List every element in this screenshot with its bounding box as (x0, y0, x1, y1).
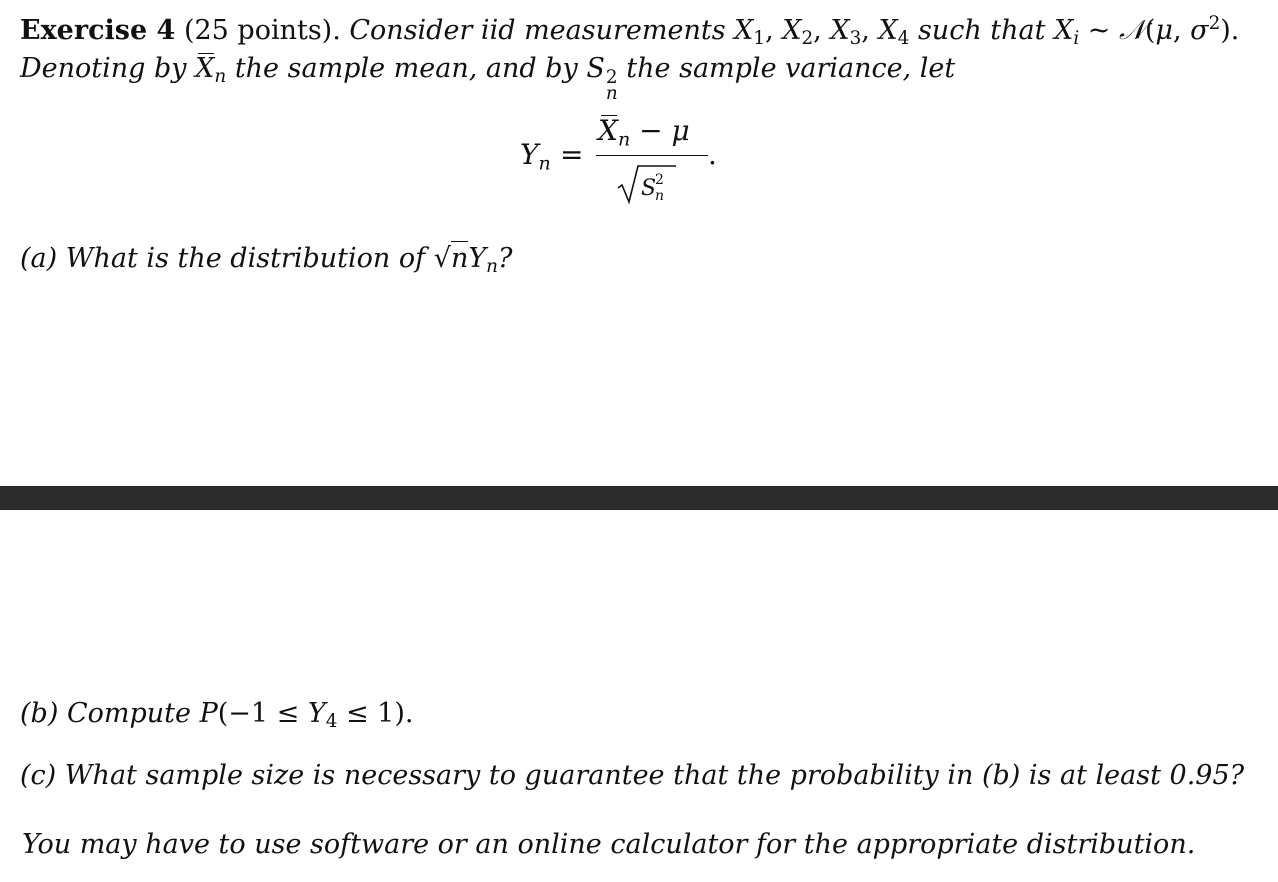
svg-text:2: 2 (655, 172, 664, 188)
question-b-text: Compute (66, 698, 191, 729)
exercise-heading: Exercise 4 (20, 15, 176, 46)
fraction-denominator (616, 162, 678, 213)
question-c (20, 759, 1244, 793)
equation-equals: = (560, 138, 584, 171)
question-b-label: (b) (20, 698, 59, 729)
intro-text-1: Consider iid measurements (349, 15, 726, 46)
math-normal-distribution: $X_i$ ~ 𝒩(μ, $\sigma^2$). (1054, 12, 1240, 50)
question-b (20, 697, 413, 731)
question-a (20, 242, 512, 276)
svg-text:n: n (655, 188, 665, 204)
math-measurements: $X_1$, $X_2$, $X_3$, $X_4$ (734, 15, 910, 50)
equation-period: . (708, 138, 717, 171)
question-a-text: What is the distribution of (65, 243, 426, 274)
math-probability: $P(-1 \le Y_4 \le 1)$. (199, 698, 414, 733)
exercise-points: (25 points). (183, 15, 341, 46)
svg-text:S: S (641, 176, 657, 201)
fraction-bar (596, 155, 708, 156)
square-root-icon (616, 162, 678, 206)
software-note (22, 828, 1195, 862)
question-a-label: (a) (20, 243, 58, 274)
intro-text-5: the sample variance, let (626, 53, 956, 84)
divider-bar (0, 486, 1278, 510)
intro-text-2: such that (917, 15, 1046, 46)
math-sqrt-n-yn: $√nY_n$? (433, 243, 513, 278)
equation-lhs: $Y_n$ (520, 138, 551, 175)
software-note-text: You may have to use software or an online calculator for the appropriate distribution. (22, 829, 1196, 860)
exercise-statement-line-2 (20, 52, 955, 103)
display-equation (520, 112, 720, 212)
intro-text-4: the sample mean, and by (234, 53, 578, 84)
question-c-text: What sample size is necessary to guarantee that the probability in (b) is at least 0.95? (64, 760, 1245, 791)
math-sample-mean: $X_n$ (195, 53, 227, 88)
fraction-numerator: $X_n - \mu$ (598, 114, 690, 151)
math-sample-variance: S 2 n (586, 53, 618, 105)
question-c-label: (c) (20, 760, 57, 791)
intro-text-3: Denoting by (20, 53, 187, 84)
exercise-statement-line-1 (20, 14, 1239, 48)
